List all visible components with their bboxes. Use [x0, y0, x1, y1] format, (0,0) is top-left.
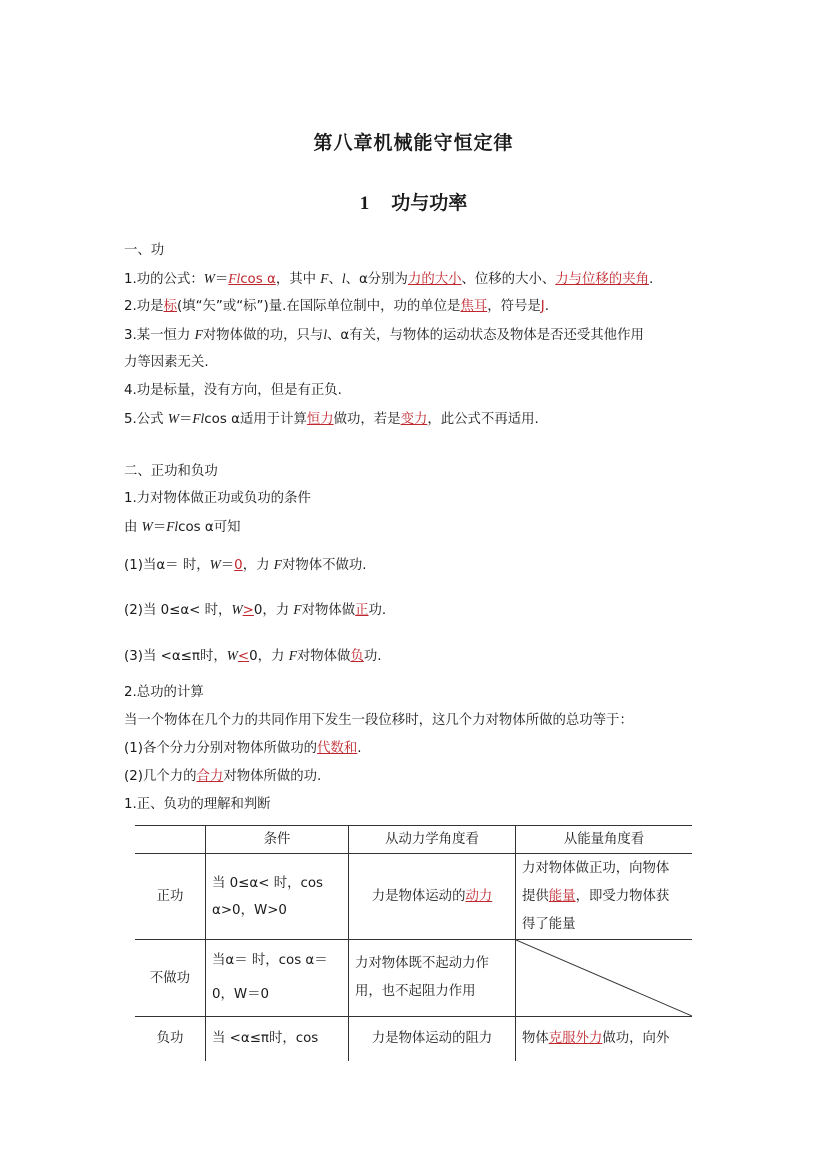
table-header-empty: [135, 826, 206, 854]
text: cos α可知: [178, 520, 241, 535]
case-negative-work: [124, 647, 381, 666]
table-row: [135, 940, 692, 1017]
text: ，力: [242, 558, 274, 573]
text: 力对物体既不起动力作: [355, 956, 489, 971]
text: 0，W＝0: [212, 987, 270, 1002]
answer-scalar: 标: [163, 299, 177, 314]
answer-zero: 0: [234, 558, 243, 573]
heading-work: 一、功: [124, 243, 165, 258]
answer-algebraic-sum: 代数和: [317, 741, 358, 756]
symbol-fl: Fl: [228, 271, 241, 286]
text: .: [357, 741, 362, 756]
table-header-energy: 从能量角度看: [516, 826, 693, 854]
row-label-positive: 正功: [135, 854, 206, 940]
row-positive-energy: [516, 854, 693, 940]
answer-resultant-force: 合力: [196, 769, 224, 784]
text: ，即受力物体获: [575, 888, 670, 904]
table-header-row: [135, 826, 692, 854]
section-name: 功与功率: [391, 192, 468, 214]
subheading-conditions: 1.力对物体做正功或负功的条件: [124, 491, 311, 506]
text: 对物体做: [301, 603, 356, 618]
text: (2)几个力的: [124, 769, 197, 784]
text: ，此公式不再适用.: [427, 412, 539, 427]
heading-pos-neg-work: 二、正功和负功: [124, 464, 218, 479]
text: 5.公式: [124, 412, 168, 427]
text: 得了能量: [522, 916, 576, 932]
answer-overcome-force: 克服外力: [548, 1031, 603, 1047]
text: 、α有关，与物体的运动状态及物体是否还受其他作用: [327, 328, 644, 343]
case-zero-work: [124, 556, 367, 575]
answer-joule: 焦耳: [460, 299, 488, 314]
subheading-total-work: 2.总功的计算: [124, 685, 204, 700]
row-label-negative: 负功: [135, 1017, 206, 1061]
text: 物体: [522, 1031, 549, 1047]
text: 力对物体做正功，向物体: [522, 860, 670, 876]
row-negative-condition: 当 <α≤π时，cos: [206, 1017, 349, 1061]
text: 对物体做的功，只与: [202, 328, 324, 343]
text: (3)当 <α≤π时，: [124, 649, 227, 664]
text: 对物体做: [296, 649, 351, 664]
answer-variable-force: 变力: [400, 412, 428, 427]
table-header-dynamics: 从动力学角度看: [349, 826, 516, 854]
symbol-w: W: [226, 648, 238, 663]
table-header-condition: 条件: [206, 826, 349, 854]
text: α>0，W>0: [212, 902, 287, 918]
answer-positive: 正: [355, 603, 369, 618]
row-positive-condition: [206, 854, 349, 940]
symbol-f: F: [194, 327, 203, 342]
text: 对物体所做的功.: [223, 769, 322, 784]
text: 当α＝ 时，cos α＝: [212, 953, 328, 968]
symbol-f: F: [273, 557, 282, 572]
work-formula-line: [124, 270, 653, 289]
table-row: [135, 1017, 692, 1061]
answer-energy: 能量: [548, 888, 576, 904]
scalar-line: 4.功是标量，没有方向，但是有正负.: [124, 383, 342, 398]
text: cos α适用于计算: [204, 412, 307, 427]
text: 0，力: [253, 603, 294, 618]
text: .: [544, 299, 549, 314]
text: ，符号是: [487, 299, 541, 314]
formula-scope-line: [124, 410, 539, 429]
row-no-work-energy-empty: [516, 940, 693, 1017]
text: 用，也不起阻力作用: [355, 984, 476, 999]
symbol-w: W: [209, 557, 221, 572]
answer-less: <: [237, 649, 250, 664]
text: 功.: [363, 649, 382, 664]
answer-driving-force: 动力: [465, 889, 493, 904]
text: (填“矢”或“标”)量.在国际单位制中，功的单位是: [176, 299, 461, 314]
text: ＝: [214, 272, 229, 287]
text: 对物体不做功.: [281, 558, 367, 573]
answer-greater: >: [242, 603, 254, 618]
work-judgement-table: [135, 825, 692, 1061]
text: 做功，向外: [602, 1031, 670, 1047]
row-negative-dynamics: 力是物体运动的阻力: [349, 1017, 516, 1061]
row-no-work-dynamics: [349, 940, 516, 1017]
text: 做功，若是: [333, 412, 401, 427]
text: 、位移的大小、: [461, 272, 556, 287]
text: 当 0≤α< 时，cos: [212, 875, 324, 891]
text: 、: [328, 272, 342, 287]
answer-j: J: [540, 299, 545, 314]
text: 2.功是: [124, 299, 164, 314]
text: 0，力: [249, 649, 289, 664]
symbol-w: W: [231, 602, 243, 617]
section-number: 1: [359, 193, 370, 214]
diagonal-slash: [516, 940, 692, 1016]
symbol-fl: Fl: [192, 411, 205, 426]
text: ，其中: [275, 272, 321, 287]
from-formula-line: [124, 518, 241, 537]
symbol-w: W: [167, 411, 179, 426]
table-row: [135, 854, 692, 940]
chapter-title: 第八章机械能守恒定律: [313, 132, 514, 154]
text: (1)各个分力分别对物体所做功的: [124, 741, 318, 756]
answer-force-magnitude: 力的大小: [407, 272, 462, 287]
text: 1.功的公式：: [124, 272, 204, 287]
case-positive-work: [124, 601, 386, 620]
answer-angle: 力与位移的夹角: [555, 272, 649, 287]
subheading-judgement: 1.正、负功的理解和判断: [124, 797, 271, 812]
text: 3.某一恒力: [124, 328, 195, 343]
symbol-f: F: [320, 271, 329, 286]
symbol-f: F: [288, 648, 297, 663]
symbol-w: W: [203, 271, 215, 286]
text: (1)当α＝ 时，: [124, 558, 210, 573]
symbol-l: l: [323, 327, 328, 342]
text: (2)当 0≤α< 时，: [124, 603, 232, 618]
answer-negative: 负: [350, 649, 364, 664]
symbol-fl: Fl: [166, 519, 179, 534]
symbol-l: l: [341, 271, 346, 286]
row-negative-energy: [516, 1017, 693, 1061]
section-title: [0, 188, 827, 215]
text: 功.: [368, 603, 387, 618]
row-label-no-work: 不做功: [135, 940, 206, 1017]
total-work-method-1: [124, 740, 361, 758]
cos-alpha: cos α: [240, 272, 276, 287]
text: 由: [124, 520, 142, 535]
answer-constant-force: 恒力: [306, 412, 334, 427]
text: 力是物体运动的: [371, 889, 466, 904]
work-unit-line: [124, 298, 549, 316]
text: ＝: [152, 520, 167, 535]
constant-force-line-2: 力等因素无关.: [124, 355, 209, 370]
text: 提供: [522, 888, 549, 904]
constant-force-line: [124, 326, 644, 345]
symbol-w: W: [141, 519, 153, 534]
row-positive-dynamics: [349, 854, 516, 940]
text: ＝: [220, 558, 235, 573]
total-work-desc: 当一个物体在几个力的共同作用下发生一段位移时，这几个力对物体所做的总功等于：: [124, 713, 633, 728]
row-no-work-condition: [206, 940, 349, 1017]
text: ＝: [178, 412, 193, 427]
text: 、α分别为: [345, 272, 408, 287]
total-work-method-2: [124, 768, 321, 786]
text: .: [648, 272, 654, 287]
symbol-f: F: [293, 602, 302, 617]
